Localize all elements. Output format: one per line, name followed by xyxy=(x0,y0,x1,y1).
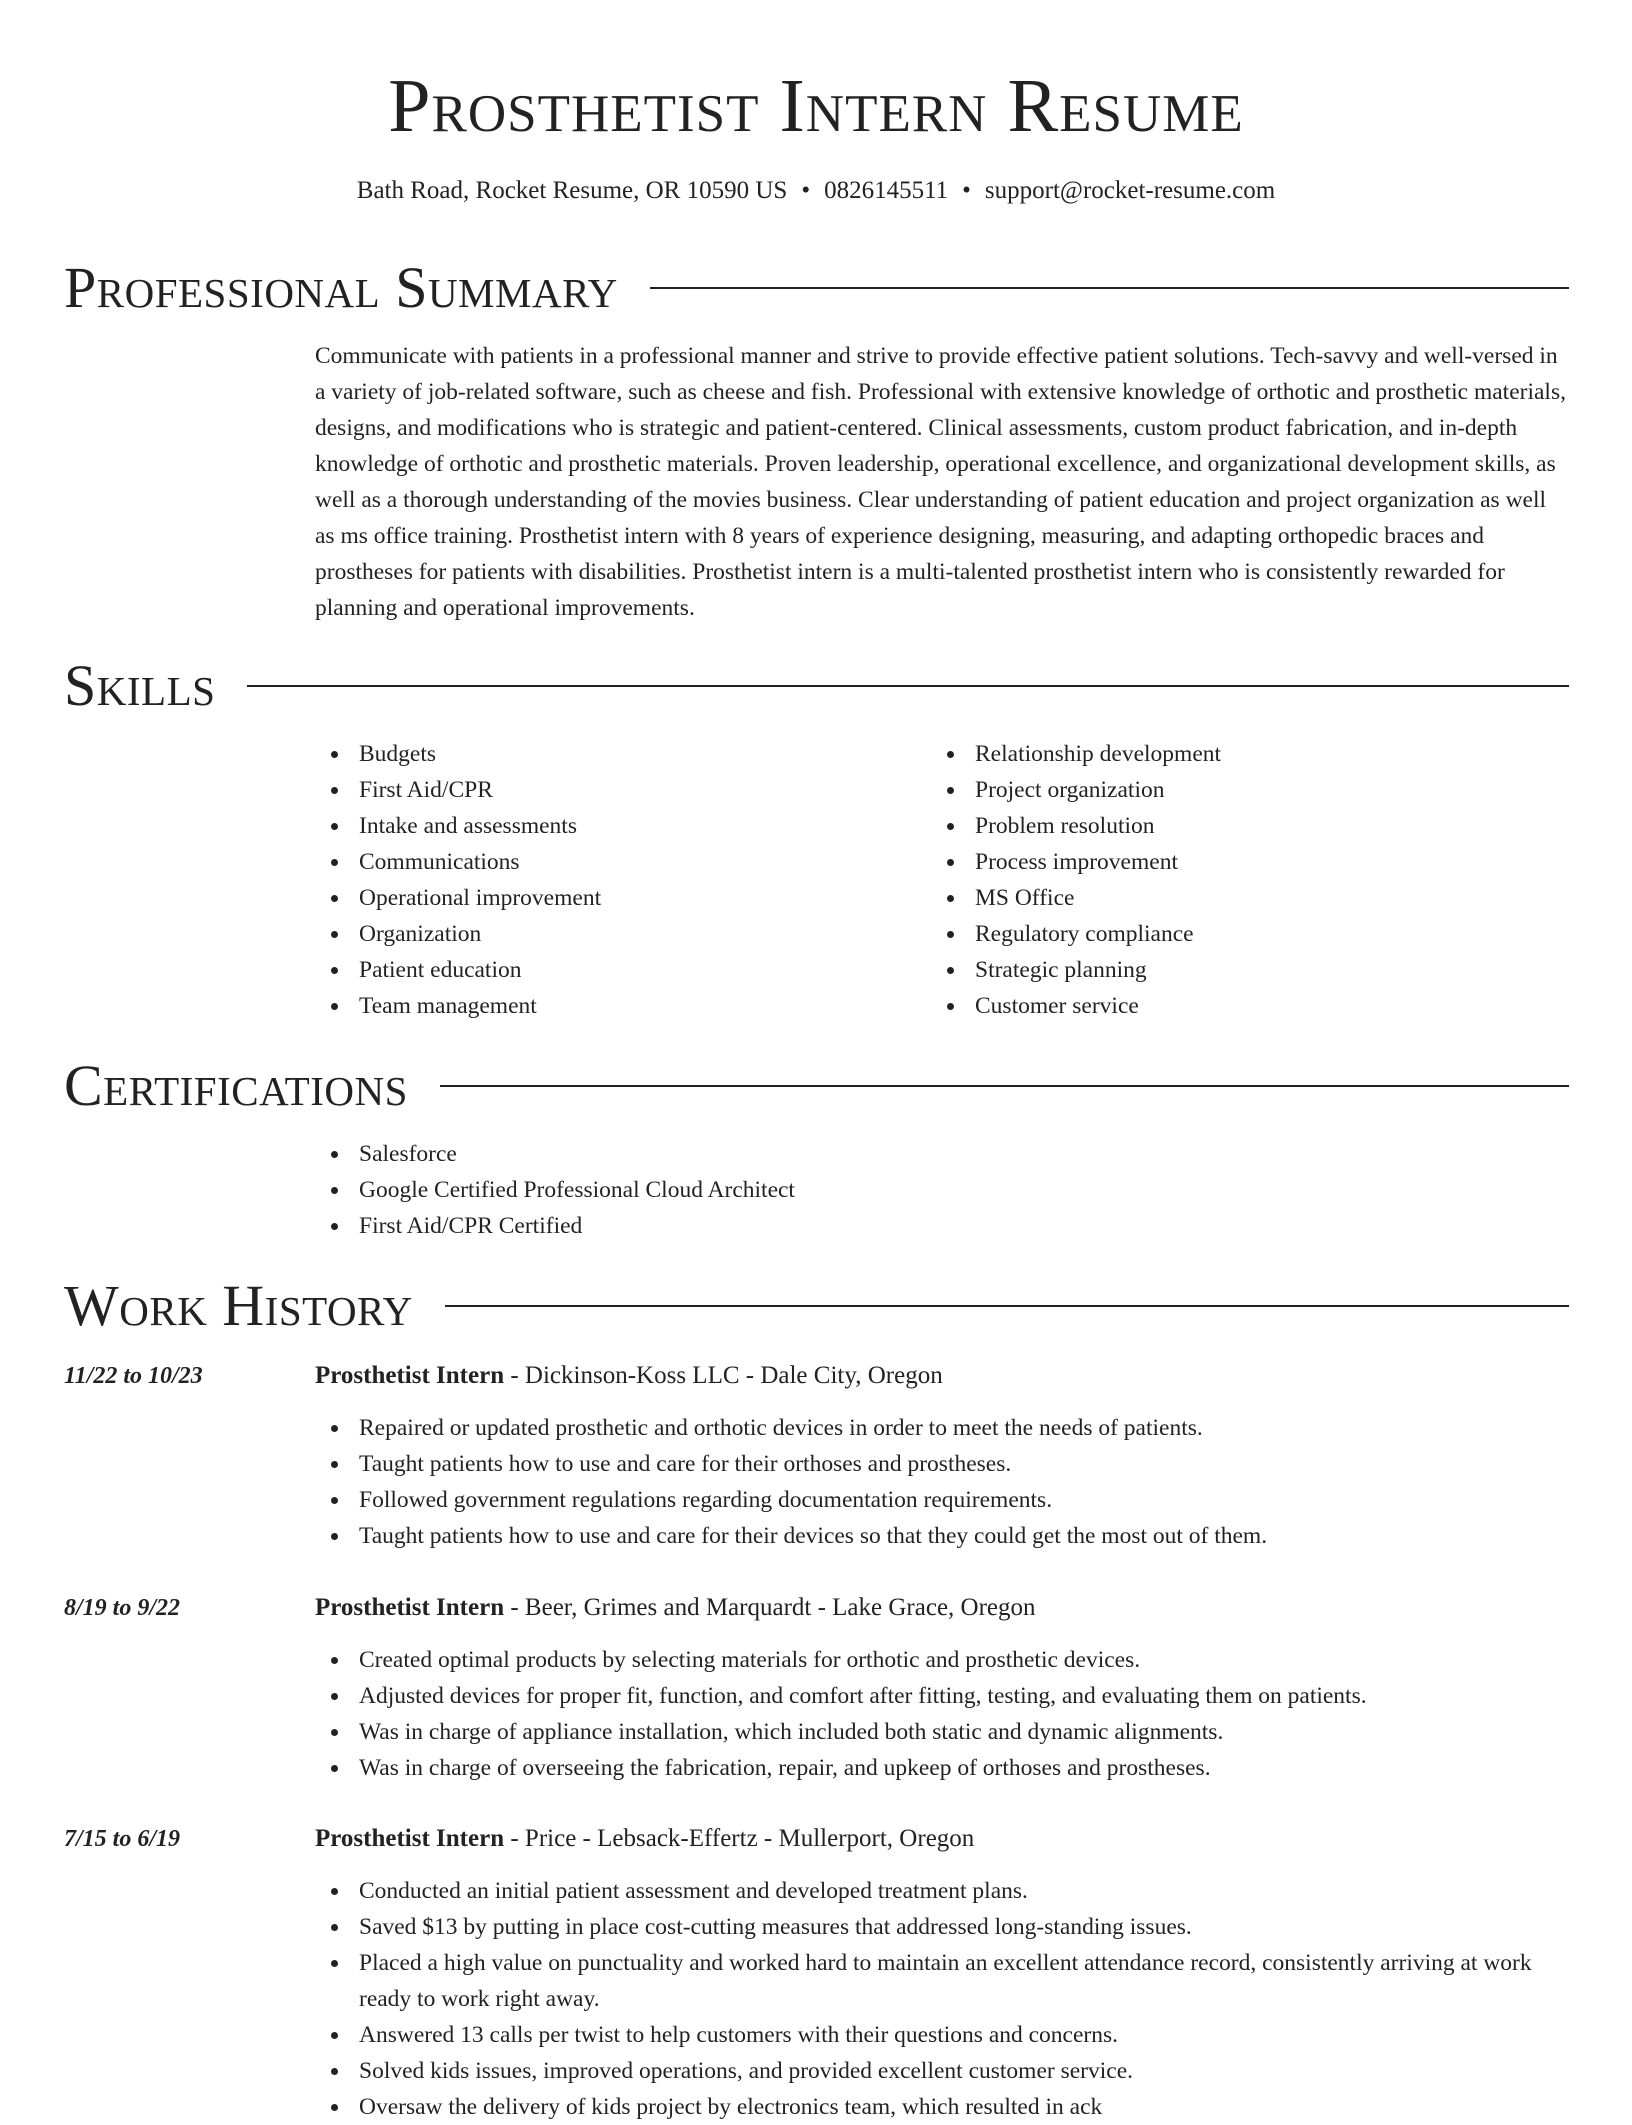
list-item: MS Office xyxy=(931,880,1531,916)
section-work-header xyxy=(64,1271,1569,1341)
contact-separator: • xyxy=(962,177,971,204)
job-dates: 8/19 to 9/22 xyxy=(64,1595,181,1621)
section-heading: Professional Summary xyxy=(64,255,618,320)
list-item: Saved $13 by putting in place cost-cutting measures that addressed long-standing issues. xyxy=(315,1909,1570,1945)
job-bullets xyxy=(315,1873,1570,2125)
list-item: Budgets xyxy=(315,736,915,772)
job-role: Prosthetist Intern xyxy=(315,1825,505,1852)
list-item: Was in charge of appliance installation, which included both static and dynamic alignments. xyxy=(315,1714,1570,1750)
list-item: Placed a high value on punctuality and worked hard to maintain an excellent attendance record, consistently arriving at work ready to work right away. xyxy=(315,1945,1570,2017)
list-item: Solved kids issues, improved operations, and provided excellent customer service. xyxy=(315,2053,1570,2089)
list-item: First Aid/CPR Certified xyxy=(315,1208,1570,1244)
job-dates: 7/15 to 6/19 xyxy=(64,1826,181,1852)
list-item: Created optimal products by selecting materials for orthotic and prosthetic devices. xyxy=(315,1642,1570,1678)
job-dates: 11/22 to 10/23 xyxy=(64,1363,203,1389)
section-divider xyxy=(440,1085,1569,1087)
contact-line xyxy=(0,174,1632,208)
list-item: Process improvement xyxy=(931,844,1531,880)
job-employer: - Price - Lebsack-Effertz - Mullerport, Oregon xyxy=(504,1825,975,1852)
section-divider xyxy=(247,685,1569,687)
list-item: Taught patients how to use and care for their devices so that they could get the most out of them. xyxy=(315,1518,1570,1554)
list-item: Strategic planning xyxy=(931,952,1531,988)
job-title-line xyxy=(315,1590,1570,1626)
list-item: Conducted an initial patient assessment and developed treatment plans. xyxy=(315,1873,1570,1909)
job-employer: - Beer, Grimes and Marquardt - Lake Grace, Oregon xyxy=(504,1594,1036,1621)
section-summary-header xyxy=(64,253,1569,323)
job-title-line xyxy=(315,1358,1570,1394)
contact-separator: • xyxy=(801,177,811,204)
section-divider xyxy=(650,287,1569,289)
list-item: Communications xyxy=(315,844,915,880)
list-item: Repaired or updated prosthetic and orthotic devices in order to meet the needs of patients. xyxy=(315,1410,1570,1446)
list-item: First Aid/CPR xyxy=(315,772,915,808)
section-divider xyxy=(445,1305,1569,1307)
list-item: Answered 13 calls per twist to help customers with their questions and concerns. xyxy=(315,2017,1570,2053)
list-item: Regulatory compliance xyxy=(931,916,1531,952)
list-item: Project organization xyxy=(931,772,1531,808)
job-bullets xyxy=(315,1642,1570,1786)
job-role: Prosthetist Intern xyxy=(315,1594,505,1621)
list-item: Oversaw the delivery of kids project by electronics team, which resulted in ack xyxy=(315,2089,1570,2125)
skills-list-right xyxy=(931,736,1531,1024)
section-certifications-header xyxy=(64,1051,1569,1121)
list-item: Organization xyxy=(315,916,915,952)
list-item: Patient education xyxy=(315,952,915,988)
summary-paragraph: Communicate with patients in a professional manner and strive to provide effective patient solutions. Tech-savvy and well-versed in a variety of job-related software, such as cheese and fish. Professional with extensive knowledge of orthotic and prosthetic materials, designs, and modifications who is strategic and patient-centered. Clinical assessments, custom product fabrication, and in-depth knowledge of orthotic and prosthetic materials. Proven leadership, operational excellence, and organizational development skills, as well as a thorough understanding of the movies business. Clear understanding of patient education and project organization as well as ms office training. Prosthetist intern with 8 years of experience designing, measuring, and adapting orthopedic braces and prostheses for patients with disabilities. Prosthetist intern is a multi-talented prosthetist intern who is consistently rewarded for planning and operational improvements. xyxy=(315,343,1566,621)
job-title-line xyxy=(315,1821,1570,1857)
section-heading: Skills xyxy=(64,653,216,718)
section-skills-header xyxy=(64,651,1569,721)
list-item: Operational improvement xyxy=(315,880,915,916)
contact-phone: 0826145511 xyxy=(824,177,949,204)
certifications-list xyxy=(315,1136,1570,1244)
list-item: Was in charge of overseeing the fabrication, repair, and upkeep of orthoses and prostheses. xyxy=(315,1750,1570,1786)
job-employer: - Dickinson-Koss LLC - Dale City, Oregon xyxy=(504,1362,943,1389)
contact-address: Bath Road, Rocket Resume, OR 10590 US xyxy=(356,177,788,204)
skills-list-left xyxy=(315,736,915,1024)
list-item: Relationship development xyxy=(931,736,1531,772)
list-item: Taught patients how to use and care for their orthoses and prostheses. xyxy=(315,1446,1570,1482)
contact-email: support@rocket-resume.com xyxy=(984,177,1276,204)
job-role: Prosthetist Intern xyxy=(315,1362,505,1389)
list-item: Intake and assessments xyxy=(315,808,915,844)
section-heading: Certifications xyxy=(64,1053,408,1118)
resume-title: Prosthetist Intern Resume xyxy=(388,64,1244,148)
list-item: Salesforce xyxy=(315,1136,1570,1172)
list-item: Google Certified Professional Cloud Architect xyxy=(315,1172,1570,1208)
list-item: Customer service xyxy=(931,988,1531,1024)
section-heading: Work History xyxy=(64,1273,413,1338)
job-bullets xyxy=(315,1410,1570,1554)
list-item: Problem resolution xyxy=(931,808,1531,844)
list-item: Followed government regulations regarding documentation requirements. xyxy=(315,1482,1570,1518)
list-item: Adjusted devices for proper fit, function, and comfort after fitting, testing, and evaluating them on patients. xyxy=(315,1678,1570,1714)
list-item: Team management xyxy=(315,988,915,1024)
